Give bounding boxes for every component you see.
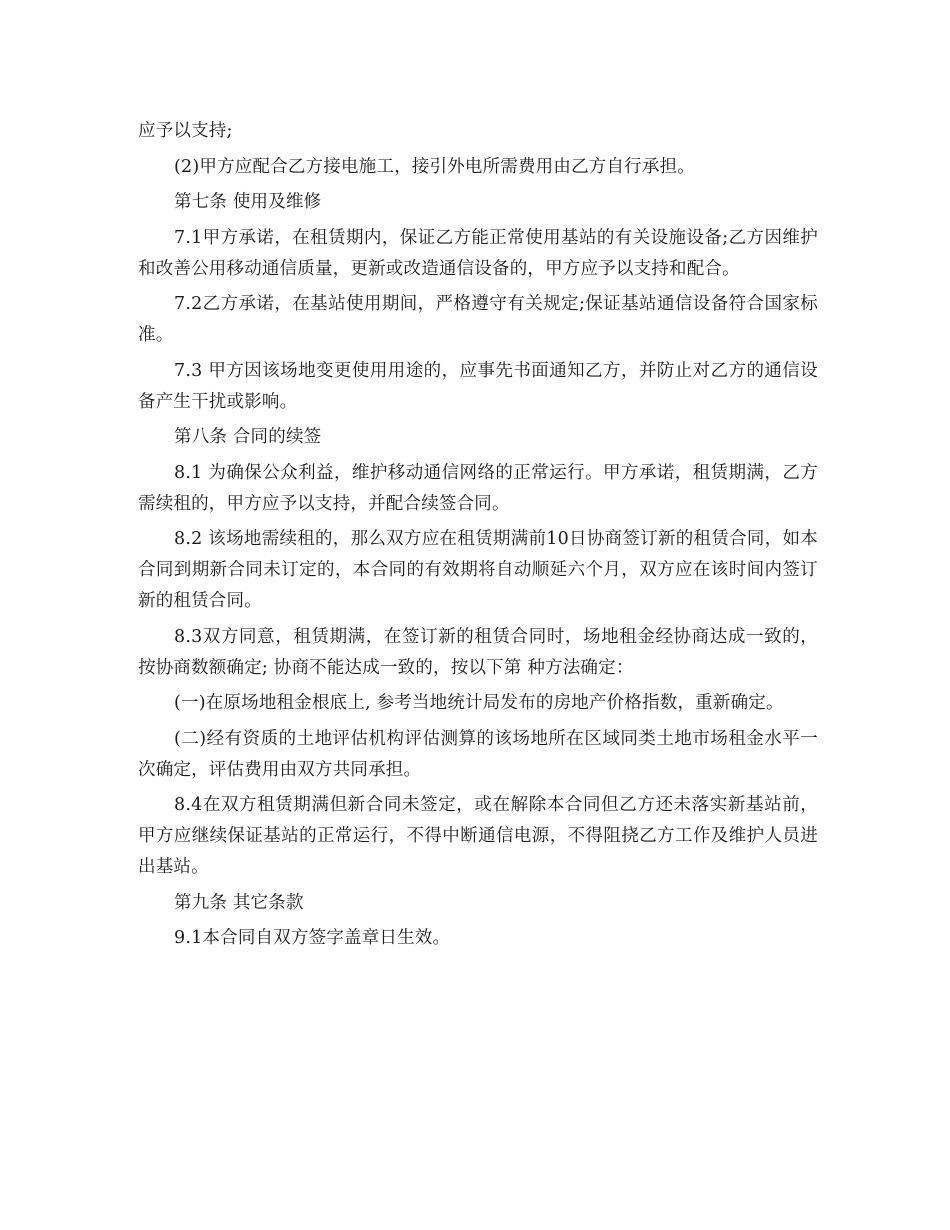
paragraph-option-2: (二)经有资质的土地评估机构评估测算的该场地所在区域同类土地市场租金水平一次确定，评估费用由双方共同承担。 bbox=[138, 728, 818, 780]
section-heading-article-9: 第九条 其它条款 bbox=[174, 892, 304, 913]
paragraph-clause-7-1: 7.1甲方承诺，在租赁期内，保证乙方能正常使用基站的有关设施设备;乙方因维护和改善公用移动通信质量，更新或改造通信设备的，甲方应予以支持和配合。 bbox=[138, 227, 818, 279]
paragraph-clause-7-3: 7.3 甲方因该场地变更使用用途的，应事先书面通知乙方，并防止对乙方的通信设备产生干扰或影响。 bbox=[138, 360, 818, 412]
paragraph-clause-8-4: 8.4在双方租赁期满但新合同未签定，或在解除本合同但乙方还未落实新基站前，甲方应继续保证基站的正常运行，不得中断通信电源，不得阻挠乙方工作及维护人员进出基站。 bbox=[138, 795, 818, 877]
paragraph-continuation: 应予以支持; bbox=[138, 121, 233, 141]
document-body bbox=[138, 116, 818, 959]
paragraph-clause-8-2: 8.2 该场地需续租的，那么双方应在租赁期满前10日协商签订新的租赁合同，如本合同到期新合同未订定的，本合同的有效期将自动顺延六个月，双方应在该时间内签订新的租赁合同。 bbox=[138, 529, 818, 611]
paragraph-option-1: (一)在原场地租金根底上, 参考当地统计局发布的房地产价格指数，重新确定。 bbox=[174, 693, 784, 713]
paragraph-clause-8-1: 8.1 为确保公众利益，维护移动通信网络的正常运行。甲方承诺，租赁期满，乙方需续租的，甲方应予以支持，并配合续签合同。 bbox=[138, 462, 818, 514]
paragraph-clause-8-3: 8.3双方同意，租赁期满，在签订新的租赁合同时，场地租金经协商达成一致的，按协商数额确定; 协商不能达成一致的，按以下第 种方法确定： bbox=[138, 626, 818, 678]
section-heading-article-7: 第七条 使用及维修 bbox=[174, 192, 322, 212]
section-heading-article-8: 第八条 合同的续签 bbox=[174, 427, 322, 447]
paragraph-clause-6-2: (2)甲方应配合乙方接电施工，接引外电所需费用由乙方自行承担。 bbox=[174, 156, 695, 177]
paragraph-clause-7-2: 7.2乙方承诺，在基站使用期间，严格遵守有关规定;保证基站通信设备符合国家标准。 bbox=[138, 294, 818, 345]
paragraph-clause-9-1: 9.1本合同自双方签字盖章日生效。 bbox=[174, 928, 451, 948]
